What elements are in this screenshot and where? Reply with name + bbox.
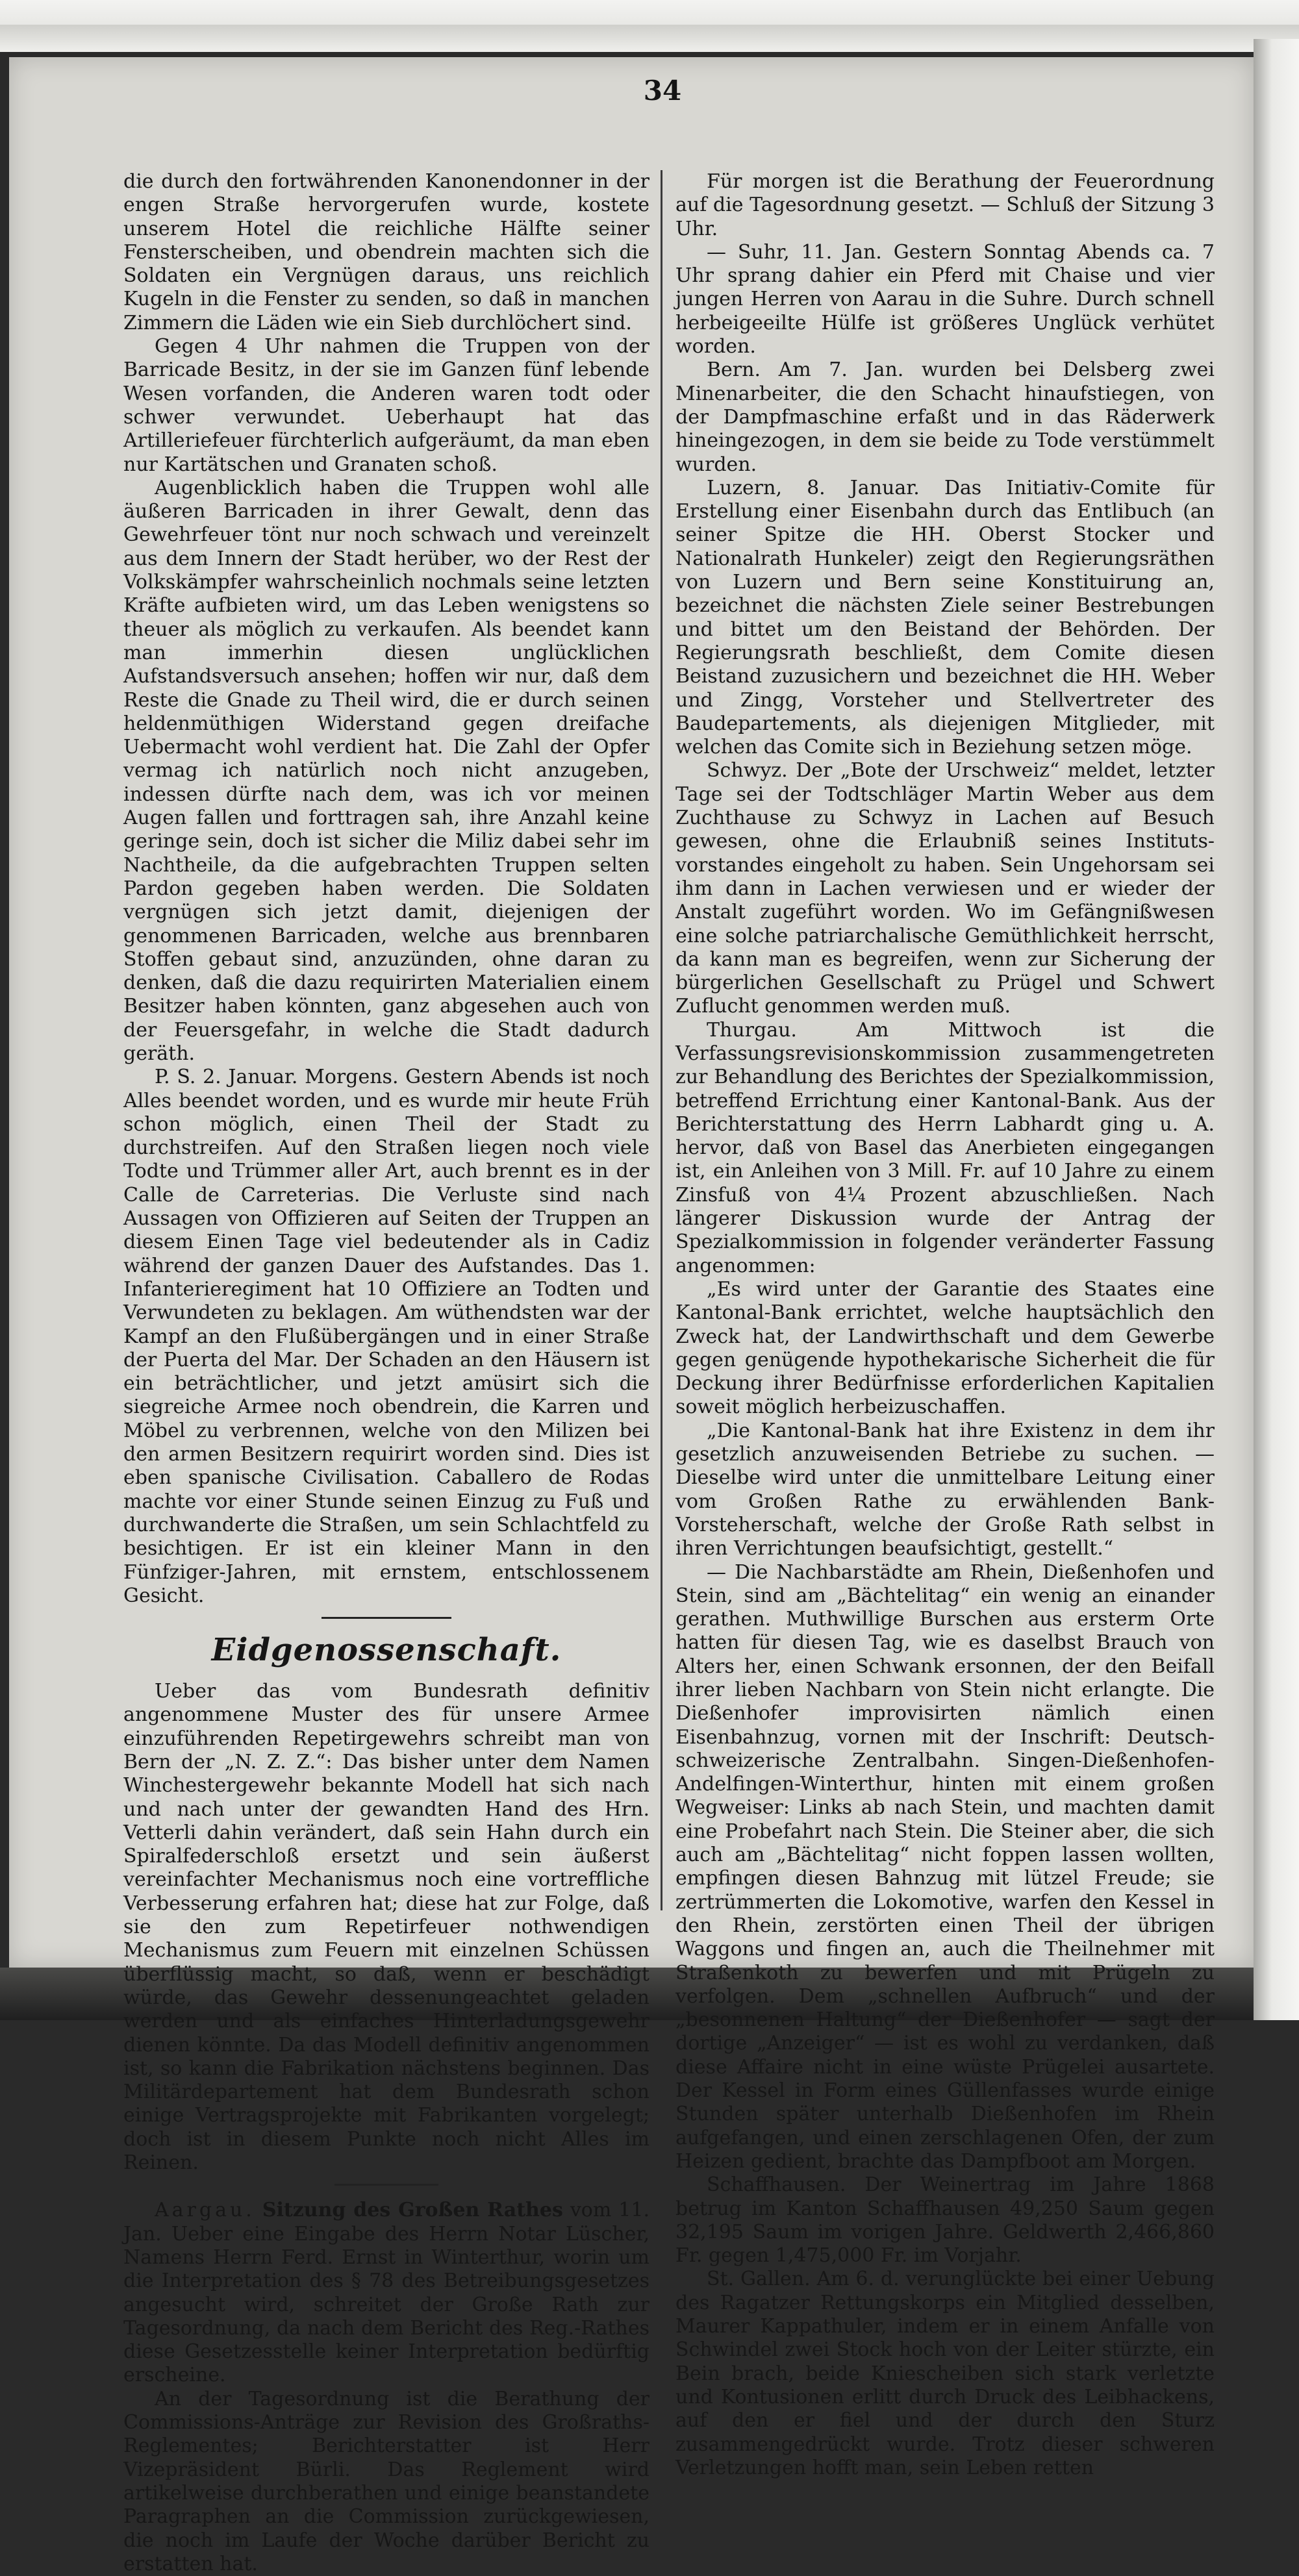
article-paragraph: Luzern, 8. Januar. Das Initiativ-Comite für Erstellung einer Eisenbahn durch das Entlibuch (an seiner Spitze die HH. Oberst Stocker und Nationalrath Hunkeler) zeigt den Regierungsräthen von Luzern und Bern seine Konstituirung an, bezeichnet die nächsten Ziele seiner Bestrebungen und bittet um den Beistand der Behörden. Der Regierungsrath beschließt, dem Comite diesen Beistand zuzusichern und bezeichnet die HH. Weber und Zingg, Vorsteher und Stellvertreter des Baudepartements, als diejenigen Mitglieder, mit welchen das Comite sich in Beziehung setzen möge. — [675, 476, 1215, 759]
article-paragraph: — Die Nachbarstädte am Rhein, Dießenhofen und Stein, sind am „Bächtelitag“ ein wenig an einander gerathen. Muthwillige Burschen aus ersterm Orte hatten für diesen Tag, wie es daselbst Brauch von Alters her, einen Schwank ersonnen, der den Beifall ihrer lieben Nachbarn von Stein nicht erlangte. Die Dießenhofer improvisirten nämlich einen Eisenbahnzug, vornen mit der Inschrift: Deutsch-schweizerische Zentralbahn. Singen-Dießenhofen-Andelfingen-Winterthur, hinten mit einem großen Wegweiser: Links ab nach Stein, und machten damit eine Probefahrt nach Stein. Die Steiner aber, die sich auch am „Bächtelitag“ nicht foppen lassen wollten, empfingen diesen Bahnzug mit lützel Freude; sie zertrümmerten die Lokomotive, warfen den Kessel in den Rhein, zerstörten einen Theil der übrigen Waggons und fingen an, auch die Theilnehmer mit Straßenkoth zu bewerfen und mit Prügeln zu verfolgen. Dem „schnellen Aufbruch“ und der „besonnenen Haltung“ der Dießenhofer — sagt der dortige „Anzeiger“ — ist es wohl zu verdanken, daß diese Affaire nicht in eine wüste Prügelei ausartete. Der Kessel in Form eines Güllenfasses wurde einige Stunden später unterhalb Dießenhofen im Rhein aufgefangen, und einen zerschlagenen Ofen, der zum Heizen gedient, brachte das Dampfboot am Morgen. — [675, 1560, 1215, 2173]
scan-right-margin — [1254, 39, 1299, 2020]
session-heading: Sitzung des Großen Rathes — [262, 2199, 563, 2222]
article-paragraph: „Es wird unter der Garantie des Staates eine Kantonal-Bank errichtet, welche hauptsächlich den Zweck hat, der Landwirthschaft und dem Gewerbe gegen genügende hypothekarische Sicherheit die für Deckung ihrer Bedürfnisse erforderlichen Kapitalien soweit möglich herbeizuschaffen. — [675, 1277, 1215, 1419]
column-divider — [661, 170, 662, 1910]
article-paragraph: „Die Kantonal-Bank hat ihre Existenz in dem ihr gesetzlich anzuweisenden Betriebe zu suchen. — Dieselbe wird unter die unmittelbare Leitung einer vom Großen Rathe zu erwählenden Bank-Vorsteherschaft, welche der Große Rath selbst in ihren Verrichtungen beaufsichtigt, gestellt.“ — [675, 1419, 1215, 1560]
scan-top-margin — [0, 0, 1299, 52]
section-title: Eidgenossenschaft. — [211, 1632, 562, 1669]
article-paragraph: P. S. 2. Januar. Morgens. Gestern Abends ist noch Alles beendet worden, und es wurde mir heute Früh schon möglich, einen Theil der Stadt zu durchstreifen. Auf den Straßen liegen noch viele Todte und Trümmer aller Art, auch brennt es in der Calle de Carreterias. Die Verluste sind nach Aussagen von Offizieren auf Seiten der Truppen an diesem Einen Tage viel bedeutender als in Cadiz während der ganzen Dauer des Aufstandes. Das 1. Infanterieregiment hat 10 Offiziere an Todten und Verwundeten zu beklagen. Am wüthendsten war der Kampf an den Flußübergängen und in einer Straße der Puerta del Mar. Der Schaden an den Häusern ist ein beträchtlicher, und jetzt amüsirt sich die siegreiche Armee noch obendrein, die Karren und Möbel zu verbrennen, welche von den Milizen bei den armen Besitzern requirirt worden sind. Dies ist eben spanische Civilisation. Caballero de Rodas machte vor einer Stunde seinen Einzug zu Fuß und durchwanderte die Straßen, um sein Schlachtfeld zu besichtigen. Er ist ein kleiner Mann in den Fünfziger-Jahren, mit ernstem, entschlossenem Gesicht. — [123, 1066, 650, 1607]
page-number: 34 — [643, 75, 682, 106]
article-paragraph: An der Tagesordnung ist die Berathung der Commissions-Anträge zur Revision des Großraths-Reglementes; Berichterstatter ist Herr Vizepräsident Bürli. Das Reglement wird artikelweise durchberathen und einige beanstandete Paragraphen an die Commission zurückgewiesen, die noch im Laufe der Woche darüber Bericht zu erstatten hat. — [123, 2387, 650, 2575]
article-paragraph: Thurgau. Am Mittwoch ist die Verfassungsrevisionskommission zusammengetreten zur Behandlung des Berichtes der Spezialkommission, betreffend Errichtung einer Kantonal-Bank. Aus der Berichterstattung des Herrn Labhardt ging u. A. hervor, daß von Basel das Anerbieten eingegangen ist, ein Anleihen von 3 Mill. Fr. auf 10 Jahre zu einem Zinsfuß von 4¼ Prozent abzuschließen. Nach längerer Diskussion wurde der Antrag der Spezialkommission in folgender veränderter Fassung angenommen: — [675, 1018, 1215, 1277]
article-paragraph: — Suhr, 11. Jan. Gestern Sonntag Abends ca. 7 Uhr sprang dahier ein Pferd mit Chaise und vier jungen Herren von Aarau in die Suhre. Durch schnell herbeigeeilte Hülfe ist größeres Unglück verhütet worden. — [675, 240, 1215, 358]
article-paragraph: Bern. Am 7. Jan. wurden bei Delsberg zwei Minenarbeiter, die den Schacht hinaufstiegen, von der Dampfmaschine erfaßt und in das Räderwerk hineingezogen, in dem sie beide zu Tode verstümmelt wurden. — [675, 358, 1215, 476]
article-paragraph: die durch den fortwährenden Kanonendonner in der engen Straße hervorgerufen wurde, kostete unserem Hotel die reichliche Hälfte seiner Fensterscheiben, und obendrein machten sich die Soldaten ein Vergnügen daraus, uns reichlich Kugeln in die Fenster zu senden, so daß in manchen Zimmern die Läden wie ein Sieb durchlöchert sind. — [123, 170, 650, 334]
article-separator — [334, 2184, 438, 2186]
right-column — [675, 170, 1215, 2480]
article-paragraph: Augenblicklich haben die Truppen wohl alle äußeren Barricaden in ihrer Gewalt, denn das Gewehrfeuer tönt nur noch schwach und vereinzelt aus dem Innern der Stadt herüber, wo der Rest der Volkskämpfer wahrscheinlich nochmals seine letzten Kräfte aufbieten wird, um das Leben wenigstens so theuer als möglich zu verkaufen. Als beendet kann man immerhin diesen unglücklichen Aufstandsversuch ansehen; hoffen wir nur, daß dem Reste die Gnade zu Theil wird, die er durch seinen heldenmüthigen Widerstand gegen dreifache Uebermacht wohl verdient hat. Die Zahl der Opfer vermag ich natürlich noch nicht anzugeben, indessen dürfte nach dem, was ich vor meinen Augen fallen und forttragen sah, ihre Anzahl keine geringe sein, doch ist sicher die Miliz dabei sehr im Nachtheile, da die aufgebrachten Truppen selten Pardon gegeben haben werden. Die Soldaten vergnügen sich jetzt damit, diejenigen der genommenen Barricaden, welche aus brennbaren Stoffen gebaut sind, anzuzünden, ohne daran zu denken, daß die dazu requirirten Materialien einem Besitzer haben könnten, ganz abgesehen auch von der Feuersgefahr, in welche die Stadt dadurch geräth. — [123, 476, 650, 1065]
left-column — [123, 170, 650, 2576]
article-paragraph: Gegen 4 Uhr nahmen die Truppen von der Barricade Besitz, in der sie im Ganzen fünf lebende Wesen vorfanden, die Anderen waren todt oder schwer verwundet. Ueberhaupt hat das Artilleriefeuer fürchterlich aufgeräumt, da man eben nur Kartätschen und Granaten schoß. — [123, 335, 650, 476]
place-name: Aargau. — [155, 2199, 255, 2222]
article-paragraph: Schaffhausen. Der Weinertrag im Jahre 1868 betrug im Kanton Schaffhausen 49,250 Saum gegen 32,195 Saum im vorigen Jahre. Geldwerth 2,466,860 Fr. gegen 1,475,000 Fr. im Vorjahr. — [675, 2173, 1215, 2268]
article-paragraph-aargau — [123, 2199, 650, 2387]
article-paragraph: St. Gallen. Am 6. d. verunglückte bei einer Uebung des Ragatzer Rettungskorps ein Mitglied desselben, Maurer Kappathuler, indem er in einem Anfalle von Schwindel zwei Stock hoch von der Leiter stürzte, ein Bein brach, beide Kniescheiben sich stark verletzte und Kontusionen erlitt durch Druck des Leibhackens, auf den er fiel und der durch den Sturz zusammengedrückt wurde. Trotz dieser schweren Verletzungen hofft man, sein Leben retten — [675, 2268, 1215, 2479]
article-text: vom 11. Jan. Ueber eine Eingabe des Herrn Notar Lüscher, Namens Herrn Ferd. Ernst in Winterthur, worin um die Interpretation des § 78 des Betreibungsgesetzes angesucht wird, schreitet der Große Rath zur Tagesordnung, da nach dem Bericht des Reg.-Rathes diese Gesetzesstelle keiner Interpretation bedürftig erscheine. — [123, 2199, 650, 2387]
article-paragraph: Ueber das vom Bundesrath definitiv angenommene Muster des für unsere Armee einzuführenden Repetirgewehrs schreibt man von Bern der „N. Z. Z.“: Das bisher unter dem Namen Winchestergewehr bekannte Modell hat sich nach und nach unter der gewandten Hand des Hrn. Vetterli dahin verändert, daß sein Hahn durch ein Spiralfederschloß ersetzt und sein äußerst vereinfachter Mechanismus noch eine vortreffliche Verbesserung erfahren hat; diese hat zur Folge, daß sie den zum Repetirfeuer nothwendigen Mechanismus zum Feuern mit einzelnen Schüssen überflüssig macht, so daß, wenn er beschädigt würde, das Gewehr dessenungeachtet geladen werden und als einfaches Hinterladungsgewehr dienen könnte. Da das Modell definitiv angenommen ist, so kann die Fabrikation nächstens beginnen. Das Militärdepartement hat dem Bundesrath schon einige Vertragsprojekte mit Fabrikanten vorgelegt; doch ist in diesem Punkte noch nicht Alles im Reinen. — [123, 1680, 650, 2175]
article-paragraph: Für morgen ist die Berathung der Feuerordnung auf die Tagesordnung gesetzt. — Schluß der Sitzung 3 Uhr. — [675, 170, 1215, 240]
section-separator — [322, 1617, 451, 1619]
article-paragraph: Schwyz. Der „Bote der Urschweiz“ meldet, letzter Tage sei der Todtschläger Martin Weber aus dem Zuchthause zu Schwyz in Lachen auf Besuch gewesen, ohne die Erlaubniß seines Instituts-vorstandes eingeholt zu haben. Sein Ungehorsam sei ihm dann in Lachen verwiesen und er wieder der Anstalt zugeführt worden. Wo im Gefängnißwesen eine solche patriarchalische Gemüthlichkeit herrscht, da kann man es begreifen, wenn zur Sicherung der bürgerlichen Gesellschaft zu Prügel und Schwert Zuflucht genommen werden muß. — [675, 759, 1215, 1018]
